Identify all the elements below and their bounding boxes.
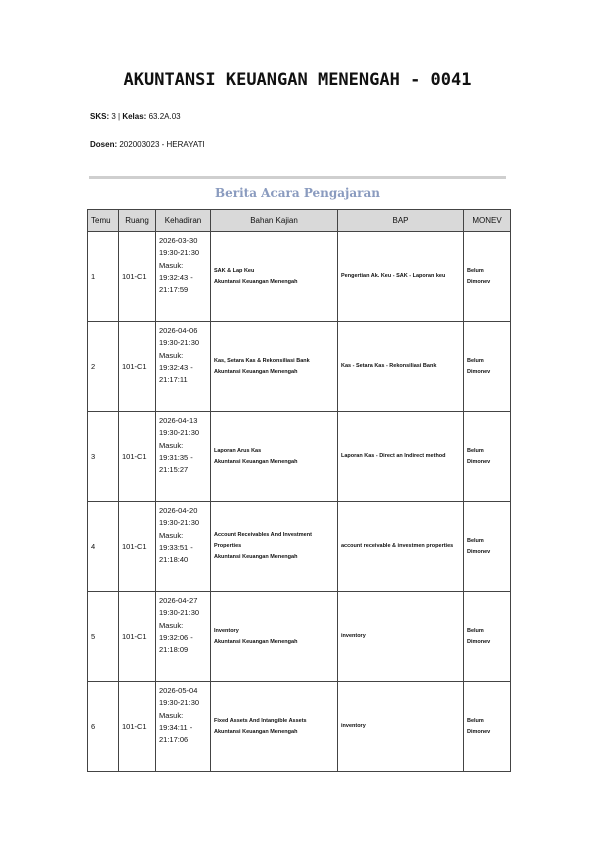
cell-temu: 1 (88, 232, 119, 322)
page-title: AKUNTANSI KEUANGAN MENENGAH - 0041 (123, 70, 472, 90)
column-header-ruang: Ruang (119, 210, 156, 232)
cell-bap: Laporan Kas - Direct an Indirect method (338, 412, 464, 502)
section-title: Berita Acara Pengajaran (215, 186, 380, 200)
bahan-topic: Inventory (214, 627, 239, 634)
cell-kehadiran: 2026-04-13 19:30-21:30 Masuk: 19:31:35 - 21:15:27 (156, 412, 211, 502)
cell-kehadiran: 2026-05-04 19:30-21:30 Masuk: 19:34:11 - 21:17:06 (156, 682, 211, 772)
course-meta (90, 112, 181, 121)
cell-bap: Kas - Setara Kas - Rekonsiliasi Bank (338, 322, 464, 412)
cell-bahan-kajian (211, 232, 338, 322)
cell-monev: Belum Dimonev (464, 322, 511, 412)
table-row (88, 412, 511, 502)
sks-label: SKS: (90, 112, 110, 121)
column-header-kehadiran: Kehadiran (156, 210, 211, 232)
cell-bahan-kajian (211, 322, 338, 412)
cell-bahan-kajian (211, 592, 338, 682)
cell-bap: Pengertian Ak. Keu - SAK - Laporan keu (338, 232, 464, 322)
table-row (88, 592, 511, 682)
kelas-label: Kelas: (122, 112, 147, 121)
bahan-course: Akuntansi Keuangan Menengah (214, 638, 298, 645)
cell-kehadiran: 2026-04-06 19:30-21:30 Masuk: 19:32:43 - 21:17:11 (156, 322, 211, 412)
cell-kehadiran: 2026-04-20 19:30-21:30 Masuk: 19:33:51 - 21:18:40 (156, 502, 211, 592)
cell-bahan-kajian (211, 412, 338, 502)
dosen-label: Dosen: (90, 140, 118, 149)
cell-ruang: 101-C1 (119, 502, 156, 592)
cell-kehadiran: 2026-04-27 19:30-21:30 Masuk: 19:32:06 - 21:18:09 (156, 592, 211, 682)
table-header-row (88, 210, 511, 232)
bahan-course: Akuntansi Keuangan Menengah (214, 728, 298, 735)
column-header-temu: Temu (88, 210, 119, 232)
cell-ruang: 101-C1 (119, 682, 156, 772)
cell-temu: 4 (88, 502, 119, 592)
bahan-topic: Fixed Assets And Intangible Assets (214, 717, 307, 724)
table-row (88, 232, 511, 322)
cell-temu: 2 (88, 322, 119, 412)
cell-ruang: 101-C1 (119, 322, 156, 412)
sks-value: 3 | (109, 112, 123, 121)
bahan-topic: SAK & Lap Keu (214, 267, 255, 274)
kelas-value: 63.2A.03 (146, 112, 181, 121)
cell-monev: Belum Dimonev (464, 682, 511, 772)
cell-temu: 6 (88, 682, 119, 772)
column-header-monev: MONEV (464, 210, 511, 232)
bahan-course: Akuntansi Keuangan Menengah (214, 278, 298, 285)
cell-ruang: 101-C1 (119, 592, 156, 682)
cell-bahan-kajian (211, 502, 338, 592)
table-row (88, 682, 511, 772)
cell-kehadiran: 2026-03-30 19:30-21:30 Masuk: 19:32:43 - 21:17:59 (156, 232, 211, 322)
column-header-bap: BAP (338, 210, 464, 232)
table-row (88, 502, 511, 592)
cell-ruang: 101-C1 (119, 412, 156, 502)
cell-temu: 5 (88, 592, 119, 682)
cell-monev: Belum Dimonev (464, 232, 511, 322)
teaching-record-table (87, 209, 511, 772)
cell-monev: Belum Dimonev (464, 412, 511, 502)
cell-bap: inventory (338, 682, 464, 772)
lecturer-meta (90, 140, 205, 149)
cell-temu: 3 (88, 412, 119, 502)
cell-monev: Belum Dimonev (464, 592, 511, 682)
bahan-course: Akuntansi Keuangan Menengah (214, 458, 298, 465)
section-divider (89, 176, 506, 179)
column-header-bahan-kajian: Bahan Kajian (211, 210, 338, 232)
dosen-value: 202003023 - HERAYATI (117, 140, 205, 149)
cell-ruang: 101-C1 (119, 232, 156, 322)
bahan-course: Akuntansi Keuangan Menengah (214, 554, 298, 560)
bahan-topic: Account Receivables And Investment Properties (214, 532, 312, 549)
bahan-topic: Laporan Arus Kas (214, 447, 262, 454)
table-row (88, 322, 511, 412)
cell-bahan-kajian (211, 682, 338, 772)
cell-monev: Belum Dimonev (464, 502, 511, 592)
cell-bap: account receivable & investmen properties (338, 502, 464, 592)
cell-bap: inventory (338, 592, 464, 682)
bahan-topic: Kas, Setara Kas & Rekonsiliasi Bank (214, 357, 310, 364)
bahan-course: Akuntansi Keuangan Menengah (214, 368, 298, 375)
